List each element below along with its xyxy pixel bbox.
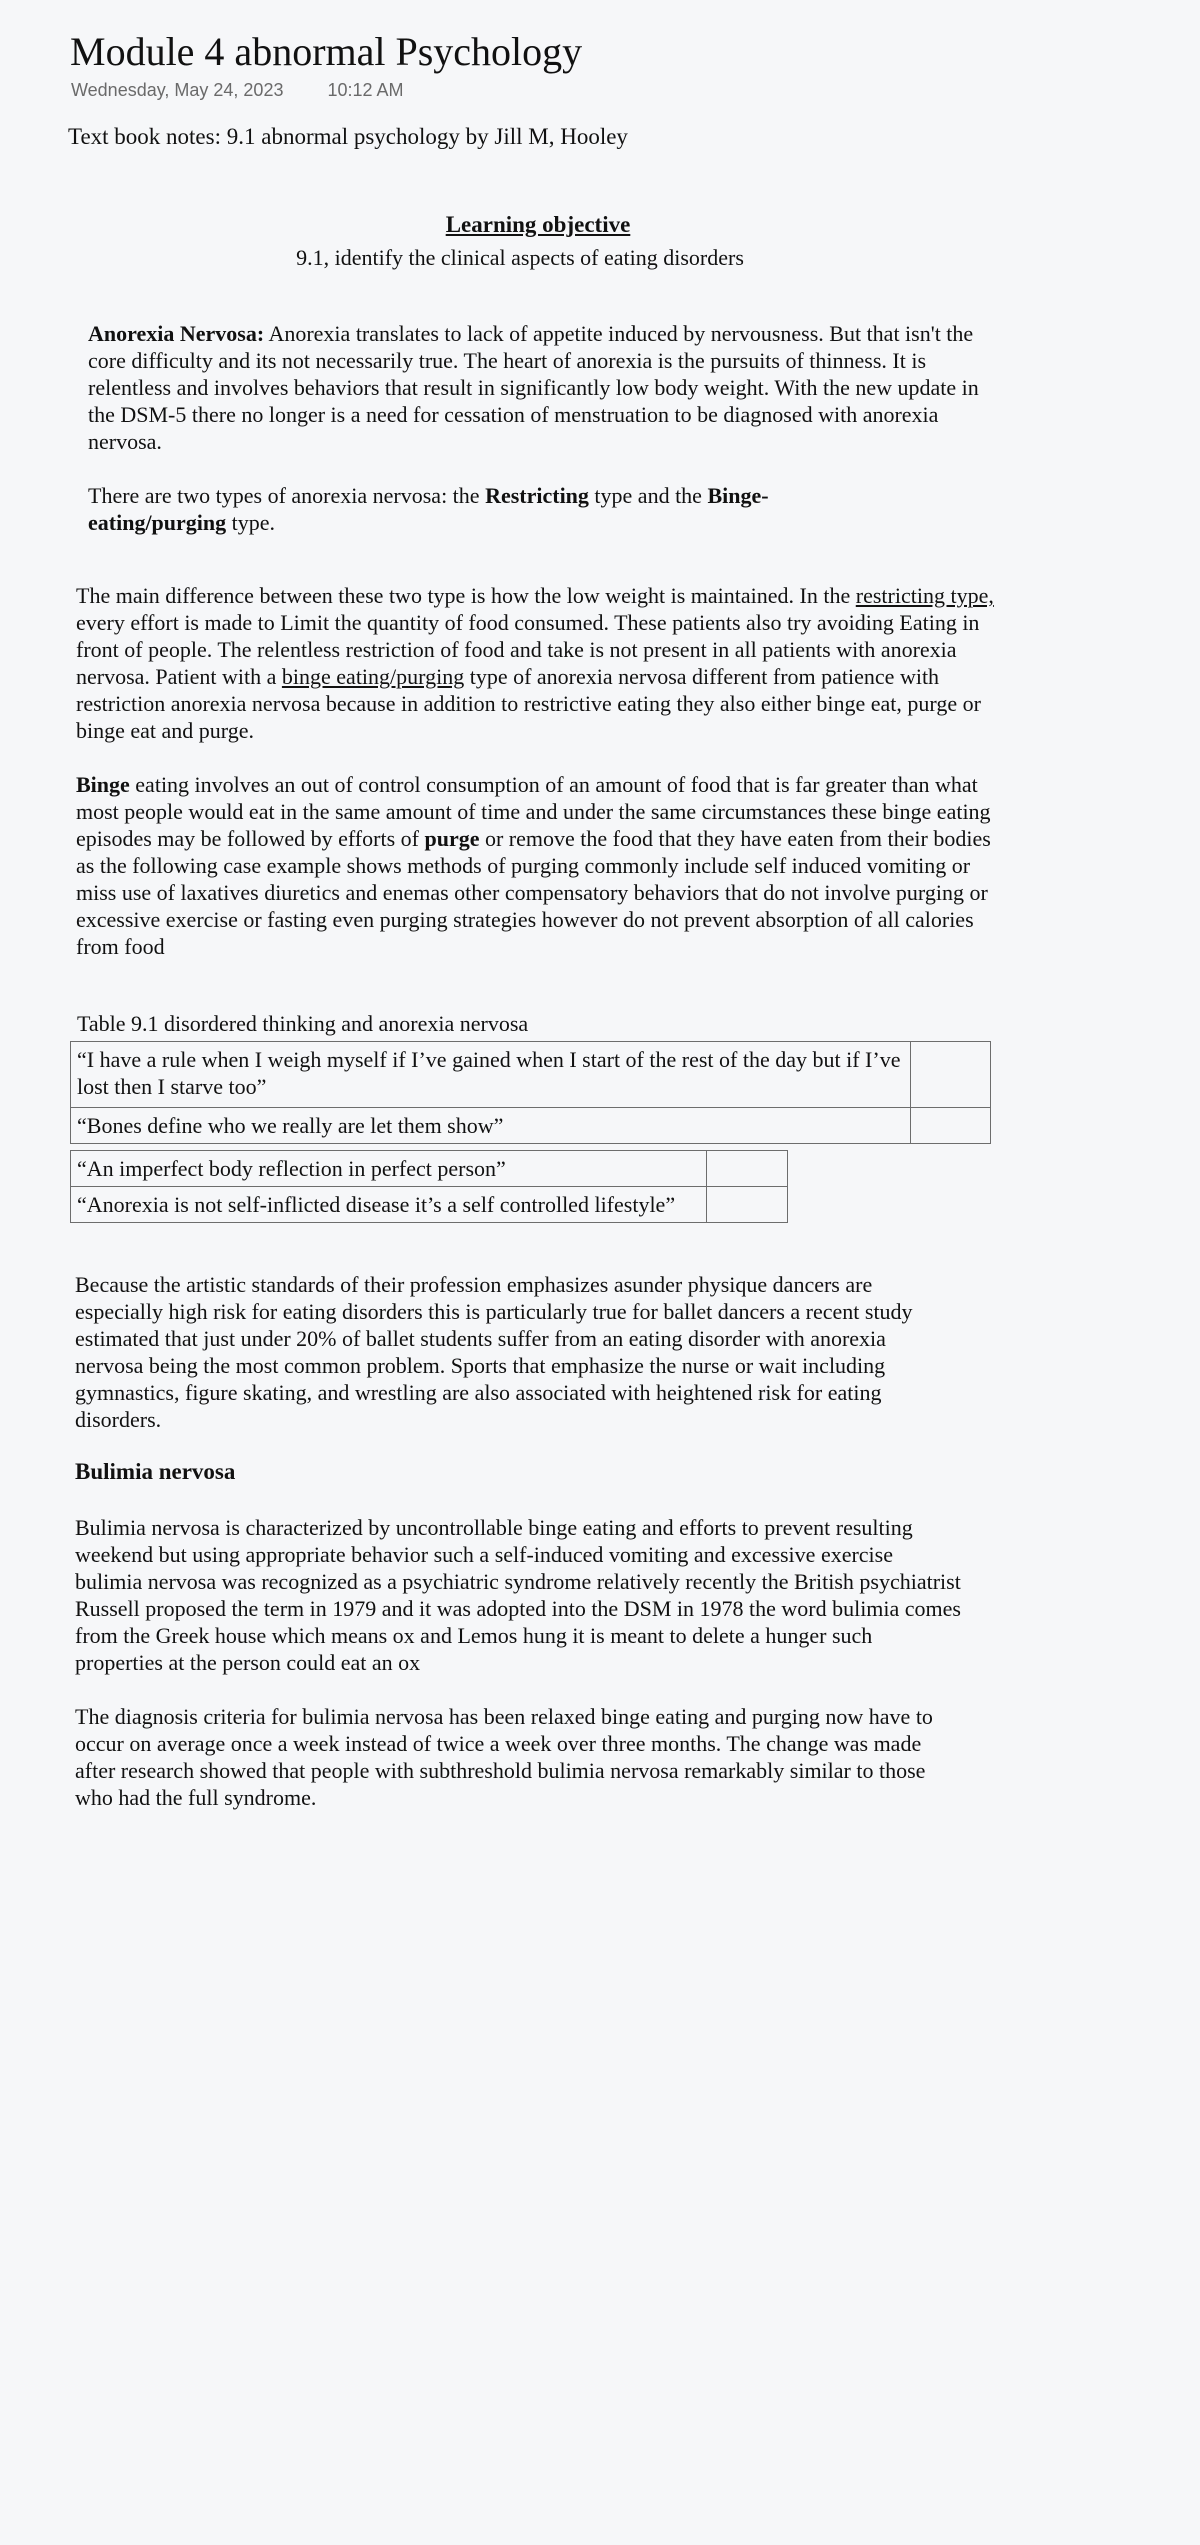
anorexia-types-paragraph[interactable] — [88, 482, 888, 536]
binge-purging-underlined: binge eating/purging — [281, 664, 465, 689]
disordered-thinking-table-a — [70, 1041, 991, 1144]
table-row — [71, 1151, 788, 1187]
restricting-type: Restricting — [485, 483, 589, 508]
table-cell-empty[interactable] — [911, 1042, 991, 1108]
table-row — [71, 1187, 788, 1223]
disordered-thinking-table-b — [70, 1150, 788, 1223]
bulimia-criteria-paragraph[interactable]: The diagnosis criteria for bulimia nervosa has been relaxed binge eating and purging now have to occur on average once a week instead of twice a week over three months. The change was made after research showed that people with subthreshold bulimia nervosa remarkably similar to those who had the full syndrome. — [75, 1704, 933, 1810]
types-mid: type and the — [588, 483, 708, 508]
page-time: 10:12 AM — [327, 80, 404, 100]
page-timestamp — [71, 80, 404, 101]
difference-part: The main difference between these two type is how the low weight is maintained. In the — [76, 583, 856, 608]
page-title[interactable]: Module 4 abnormal Psychology — [70, 29, 583, 74]
table-cell-quote[interactable]: “I have a rule when I weigh myself if I’ve gained when I start of the rest of the day but if I’ve lost then I starve too” — [71, 1042, 911, 1108]
anorexia-term: Anorexia Nervosa: — [88, 321, 265, 346]
table-cell-quote[interactable]: “Bones define who we really are let them show” — [71, 1108, 911, 1144]
table-row — [71, 1108, 991, 1144]
binge-text: or remove the food that they have eaten from their bodies as the following case example shows methods of purging commonly include self induced vomiting or miss use of laxatives diuretics and enemas other compensatory behaviors that do not involve purging or excessive exercise or fasting even purging strategies however do not prevent absorption of all calories from food — [76, 826, 991, 959]
binge-eating-paragraph[interactable] — [76, 771, 996, 960]
table-cell-quote[interactable]: “Anorexia is not self-inflicted disease it’s a self controlled lifestyle” — [71, 1187, 707, 1223]
types-end: type. — [226, 510, 276, 535]
types-difference-paragraph[interactable] — [76, 582, 996, 744]
table-cell-empty[interactable] — [707, 1151, 788, 1187]
dancers-paragraph[interactable]: Because the artistic standards of their profession emphasizes asunder physique dancers are especially high risk for eating disorders this is particularly true for ballet dancers a recent study estimated that just under 20% of ballet students suffer from an eating disorder with anorexia nervosa being the most common problem. Sports that emphasize the nurse or wait including gymnastics, figure skating, and wrestling are also associated with heightened risk for eating disorders. — [75, 1272, 913, 1432]
purge-term: purge — [424, 826, 480, 851]
binge-purging-type: Binge-eating/purging — [88, 483, 769, 535]
table-caption[interactable]: Table 9.1 disordered thinking and anorexia nervosa — [77, 1011, 529, 1036]
difference-part: every effort is made to Limit the quantity of food consumed. These patients also try avoiding Eating in front of people. The relentless restriction of food and take is not present in all patients with anorexia nervosa. Patient with a — [76, 610, 980, 689]
table-cell-empty[interactable] — [911, 1108, 991, 1144]
table-cell-quote[interactable]: “An imperfect body reflection in perfect person” — [71, 1151, 707, 1187]
notes-source-line[interactable]: Text book notes: 9.1 abnormal psychology by Jill M, Hooley — [68, 124, 628, 149]
difference-part: type of anorexia nervosa different from patience with restriction anorexia nervosa because in addition to restrictive eating they also either binge eat, purge or binge eat and purge. — [76, 664, 981, 743]
table-row — [71, 1042, 991, 1108]
restricting-type-underlined: restricting type, — [855, 583, 994, 608]
bulimia-paragraph[interactable]: Bulimia nervosa is characterized by uncontrollable binge eating and efforts to prevent resulting weekend but using appropriate behavior such a self-induced vomiting and excessive exercise bulimia nervosa was recognized as a psychiatric syndrome relatively recently the British psychiatrist Russell proposed the term in 1979 and it was adopted into the DSM in 1978 the word bulimia comes from the Greek house which means ox and Lemos hung it is meant to delete a hunger such properties at the person could eat an ox — [75, 1515, 961, 1675]
table-cell-empty[interactable] — [707, 1187, 788, 1223]
anorexia-definition-paragraph[interactable] — [88, 320, 1008, 455]
learning-objective-text[interactable]: 9.1, identify the clinical aspects of eating disorders — [296, 245, 744, 270]
bulimia-heading[interactable]: Bulimia nervosa — [75, 1459, 236, 1484]
binge-term: Binge — [76, 772, 130, 797]
page-date: Wednesday, May 24, 2023 — [71, 80, 284, 100]
binge-text: eating involves an out of control consumption of an amount of food that is far greater than what most people would eat in the same amount of time and under the same circumstances these binge eating episodes may be followed by efforts of — [76, 772, 991, 851]
learning-objective-heading[interactable]: Learning objective — [445, 212, 631, 237]
anorexia-definition: Anorexia translates to lack of appetite induced by nervousness. But that isn't the core difficulty and its not necessarily true. The heart of anorexia is the pursuits of thinness. It is relentless and involves behaviors that result in significantly low body weight. With the new update in the DSM-5 there no longer is a need for cessation of menstruation to be diagnosed with anorexia nervosa. — [88, 321, 979, 454]
types-intro: There are two types of anorexia nervosa: the — [88, 483, 486, 508]
